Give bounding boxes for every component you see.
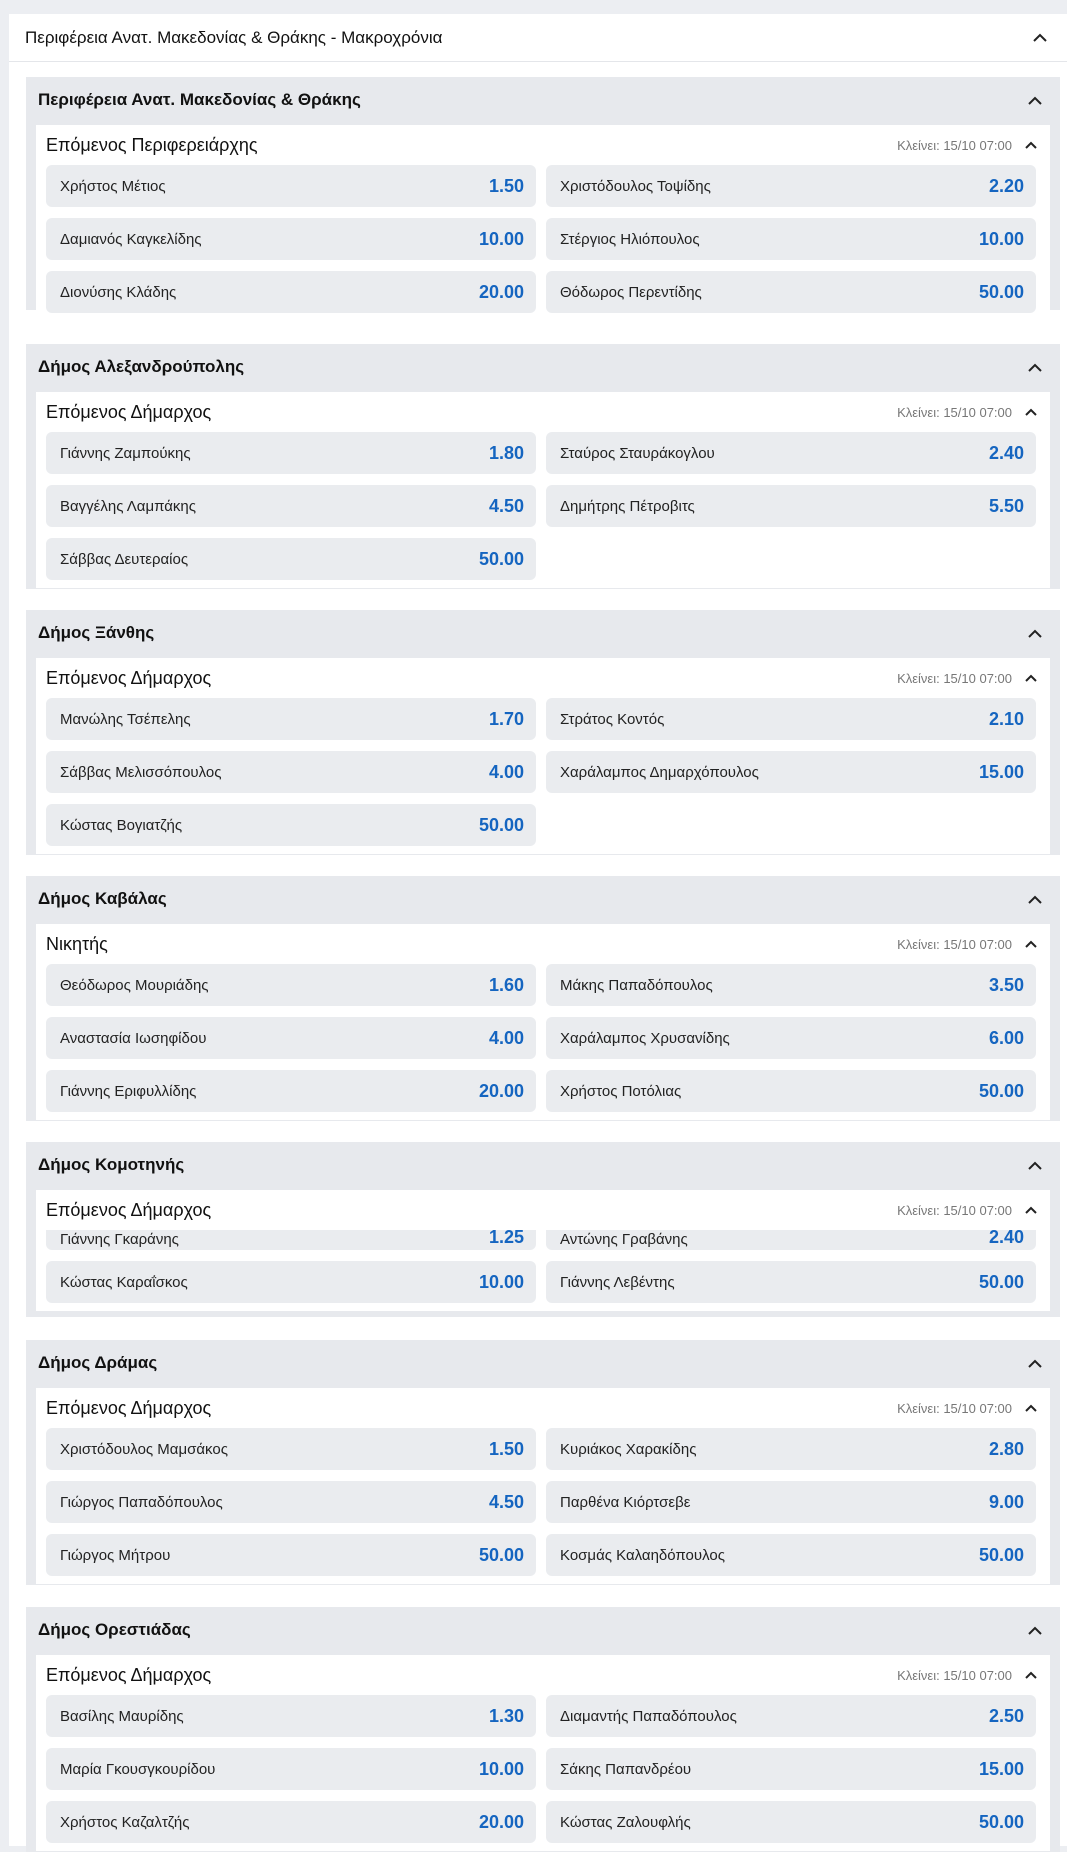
- odds-price: 15.00: [978, 761, 1024, 782]
- chevron-up-icon[interactable]: [1026, 890, 1044, 908]
- odds-grid: [46, 1695, 1040, 1843]
- odds-button[interactable]: [46, 271, 536, 313]
- odds-button[interactable]: [546, 1428, 1036, 1470]
- section-header[interactable]: [26, 610, 1060, 656]
- odds-price: 50.00: [978, 1080, 1024, 1101]
- market-title: Επόμενος Δήμαρχος: [46, 1199, 212, 1220]
- odds-button[interactable]: [546, 218, 1036, 260]
- closes-time: Κλείνει: 15/10 07:00: [897, 1202, 1012, 1218]
- odds-price: 20.00: [478, 281, 524, 302]
- odds-price: 20.00: [478, 1080, 524, 1101]
- selection-name: Γιάννης Γκαράνης: [60, 1231, 179, 1248]
- odds-price: 4.50: [488, 1491, 524, 1512]
- odds-button[interactable]: [46, 1428, 536, 1470]
- market-panel: [36, 658, 1050, 854]
- chevron-up-icon[interactable]: [1026, 1354, 1044, 1372]
- section-title: Δήμος Καβάλας: [38, 889, 167, 908]
- outer-header[interactable]: [9, 14, 1067, 62]
- section-title: Δήμος Κομοτηνής: [38, 1155, 185, 1174]
- odds-button[interactable]: [46, 1227, 536, 1250]
- market-header[interactable]: [46, 924, 1040, 964]
- odds-price: 10.00: [478, 228, 524, 249]
- odds-grid: [46, 165, 1040, 313]
- odds-price: 50.00: [978, 1544, 1024, 1565]
- section-title: Δήμος Ξάνθης: [38, 623, 155, 642]
- odds-price: 1.50: [488, 175, 524, 196]
- chevron-up-icon[interactable]: [1026, 624, 1044, 642]
- selection-name: Γιάννης Ζαμπούκης: [60, 444, 191, 462]
- selection-name: Παρθένα Κιόρτσεβε: [560, 1493, 691, 1511]
- market-header[interactable]: [46, 658, 1040, 698]
- selection-name: Χρήστος Καζαλτζής: [60, 1813, 190, 1831]
- market-panel: [36, 1388, 1050, 1584]
- closes-time: Κλείνει: 15/10 07:00: [897, 1400, 1012, 1416]
- section-title: Δήμος Αλεξανδρούπολης: [38, 357, 245, 376]
- selection-name: Διονύσης Κλάδης: [60, 283, 177, 301]
- selection-name: Στέργιος Ηλιόπουλος: [560, 230, 700, 248]
- odds-button[interactable]: [546, 165, 1036, 207]
- selection-name: Γιώργος Μήτρου: [60, 1546, 171, 1564]
- market-panel: [36, 1655, 1050, 1851]
- selection-name: Κυριάκος Χαρακίδης: [560, 1440, 697, 1458]
- selection-name: Βαγγέλης Λαμπάκης: [60, 497, 196, 515]
- odds-button[interactable]: [546, 432, 1036, 474]
- odds-button[interactable]: [546, 1481, 1036, 1523]
- selection-name: Αναστασία Ιωσηφίδου: [60, 1029, 207, 1047]
- selection-name: Θόδωρος Περεντίδης: [560, 283, 702, 301]
- odds-button[interactable]: [546, 271, 1036, 313]
- chevron-up-icon[interactable]: [1022, 1666, 1040, 1684]
- chevron-up-icon[interactable]: [1026, 91, 1044, 109]
- odds-button[interactable]: [546, 1017, 1036, 1059]
- selection-name: Βασίλης Μαυρίδης: [60, 1707, 184, 1725]
- odds-price: 6.00: [988, 1027, 1024, 1048]
- odds-button[interactable]: [546, 698, 1036, 740]
- odds-button[interactable]: [546, 1070, 1036, 1112]
- selection-name: Σάββας Δευτεραίος: [60, 550, 189, 568]
- selection-name: Γιάννης Λεβέντης: [560, 1273, 675, 1291]
- section: [26, 77, 1060, 310]
- section: [26, 1607, 1060, 1852]
- selection-name: Δαμιανός Καγκελίδης: [60, 230, 202, 248]
- odds-price: 50.00: [978, 1271, 1024, 1292]
- selection-name: Σάββας Μελισσόπουλος: [60, 763, 222, 781]
- odds-button[interactable]: [546, 751, 1036, 793]
- odds-price: 10.00: [478, 1271, 524, 1292]
- odds-grid: [46, 964, 1040, 1112]
- odds-button[interactable]: [46, 1261, 536, 1303]
- selection-name: Μαρία Γκουσγκουρίδου: [60, 1760, 216, 1778]
- odds-button[interactable]: [46, 1017, 536, 1059]
- chevron-up-icon[interactable]: [1026, 1621, 1044, 1639]
- odds-button[interactable]: [546, 1534, 1036, 1576]
- odds-price: 50.00: [478, 1544, 524, 1565]
- market-meta: [897, 669, 1040, 687]
- chevron-up-icon[interactable]: [1022, 136, 1040, 154]
- selection-name: Κώστας Βογιατζής: [60, 816, 183, 834]
- section: [26, 1340, 1060, 1585]
- odds-price: 4.50: [488, 495, 524, 516]
- selection-name: Μανώλης Τσέπελης: [60, 710, 191, 728]
- odds-button[interactable]: [46, 485, 536, 527]
- section-header[interactable]: [26, 77, 1060, 123]
- selection-name: Στράτος Κοντός: [560, 710, 665, 728]
- section-title: Περιφέρεια Ανατ. Μακεδονίας & Θράκης: [38, 90, 361, 109]
- odds-button[interactable]: [46, 804, 536, 846]
- odds-grid: [46, 432, 1040, 580]
- market-panel: [36, 924, 1050, 1120]
- market-panel: [36, 392, 1050, 588]
- odds-price: 15.00: [978, 1758, 1024, 1779]
- odds-button[interactable]: [546, 964, 1036, 1006]
- section: [26, 876, 1060, 1121]
- chevron-up-icon[interactable]: [1022, 935, 1040, 953]
- outer-title: Περιφέρεια Ανατ. Μακεδονίας & Θράκης - Μακροχρόνια: [25, 27, 443, 47]
- odds-price: 1.60: [488, 974, 524, 995]
- selection-name: Κώστας Καραΐσκος: [60, 1273, 188, 1291]
- selection-name: Χριστόδουλος Τοψίδης: [560, 177, 711, 195]
- section-header[interactable]: [26, 1142, 1060, 1188]
- market-meta: [897, 1399, 1040, 1417]
- odds-price: 1.70: [488, 708, 524, 729]
- odds-button[interactable]: [546, 1801, 1036, 1843]
- market-title: Επόμενος Δήμαρχος: [46, 667, 212, 688]
- odds-price: 10.00: [478, 1758, 524, 1779]
- section-header[interactable]: [26, 876, 1060, 922]
- odds-price: 1.80: [488, 442, 524, 463]
- selection-name: Σταύρος Σταυράκογλου: [560, 444, 715, 462]
- market-header[interactable]: [46, 1388, 1040, 1428]
- odds-price: 50.00: [478, 548, 524, 569]
- odds-button[interactable]: [46, 1070, 536, 1112]
- section: [26, 344, 1060, 589]
- market-panel: [36, 125, 1050, 321]
- odds-price: 1.30: [488, 1705, 524, 1726]
- odds-price: 2.40: [988, 1227, 1024, 1247]
- odds-grid: [46, 1227, 1040, 1303]
- market-title: Επόμενος Δήμαρχος: [46, 401, 212, 422]
- odds-button[interactable]: [546, 1748, 1036, 1790]
- selection-name: Χαράλαμπος Δημαρχόπουλος: [560, 763, 759, 781]
- section-header[interactable]: [26, 1607, 1060, 1653]
- odds-button[interactable]: [546, 1261, 1036, 1303]
- odds-price: 1.50: [488, 1438, 524, 1459]
- odds-button[interactable]: [46, 1748, 536, 1790]
- market-meta: [897, 403, 1040, 421]
- market-header[interactable]: [46, 1655, 1040, 1695]
- section-title: Δήμος Δράμας: [38, 1353, 158, 1372]
- odds-button[interactable]: [546, 485, 1036, 527]
- market-meta: [897, 1201, 1040, 1219]
- odds-button[interactable]: [46, 165, 536, 207]
- odds-button[interactable]: [46, 218, 536, 260]
- odds-button[interactable]: [46, 698, 536, 740]
- selection-name: Χριστόδουλος Μαμσάκος: [60, 1440, 228, 1458]
- odds-price: 1.25: [488, 1227, 524, 1247]
- odds-price: 9.00: [988, 1491, 1024, 1512]
- market-panel: [36, 1190, 1050, 1311]
- market-title: Νικητής: [46, 933, 108, 954]
- selection-name: Θεόδωρος Μουριάδης: [60, 976, 209, 994]
- market-header[interactable]: [46, 392, 1040, 432]
- market-header[interactable]: [46, 1190, 1040, 1230]
- odds-button[interactable]: [46, 1695, 536, 1737]
- odds-button[interactable]: [46, 1801, 536, 1843]
- selection-name: Κοσμάς Καλαηδόπουλος: [560, 1546, 725, 1564]
- selection-name: Χαράλαμπος Χρυσανίδης: [560, 1029, 730, 1047]
- odds-price: 4.00: [488, 1027, 524, 1048]
- odds-price: 20.00: [478, 1811, 524, 1832]
- chevron-up-icon[interactable]: [1022, 403, 1040, 421]
- chevron-up-icon[interactable]: [1022, 1399, 1040, 1417]
- chevron-up-icon[interactable]: [1022, 669, 1040, 687]
- section: [26, 1142, 1060, 1317]
- section-header[interactable]: [26, 344, 1060, 390]
- odds-button[interactable]: [546, 1227, 1036, 1250]
- selection-name: Χρήστος Ποτόλιας: [560, 1082, 682, 1100]
- section-header[interactable]: [26, 1340, 1060, 1386]
- odds-price: 2.50: [988, 1705, 1024, 1726]
- odds-price: 50.00: [978, 281, 1024, 302]
- selection-name: Γιώργος Παπαδόπουλος: [60, 1493, 223, 1511]
- closes-time: Κλείνει: 15/10 07:00: [897, 1667, 1012, 1683]
- selection-name: Μάκης Παπαδόπουλος: [560, 976, 713, 994]
- selection-name: Δημήτρης Πέτροβιτς: [560, 497, 695, 515]
- closes-time: Κλείνει: 15/10 07:00: [897, 137, 1012, 153]
- market-title: Επόμενος Περιφερειάρχης: [46, 134, 258, 155]
- odds-grid: [46, 1428, 1040, 1576]
- odds-button[interactable]: [46, 1481, 536, 1523]
- selection-name: Διαμαντής Παπαδόπουλος: [560, 1707, 737, 1725]
- market-meta: [897, 136, 1040, 154]
- odds-price: 3.50: [988, 974, 1024, 995]
- closes-time: Κλείνει: 15/10 07:00: [897, 670, 1012, 686]
- odds-price: 2.20: [988, 175, 1024, 196]
- selection-name: Σάκης Παπανδρέου: [560, 1760, 692, 1778]
- market-meta: [897, 1666, 1040, 1684]
- chevron-up-icon[interactable]: [1026, 1156, 1044, 1174]
- chevron-up-icon[interactable]: [1022, 1201, 1040, 1219]
- odds-price: 4.00: [488, 761, 524, 782]
- market-title: Επόμενος Δήμαρχος: [46, 1397, 212, 1418]
- odds-button[interactable]: [46, 751, 536, 793]
- market-header[interactable]: [46, 125, 1040, 165]
- odds-button[interactable]: [46, 432, 536, 474]
- selection-name: Αντώνης Γραβάνης: [560, 1231, 688, 1248]
- odds-price: 2.80: [988, 1438, 1024, 1459]
- odds-price: 10.00: [978, 228, 1024, 249]
- odds-price: 50.00: [478, 814, 524, 835]
- odds-button[interactable]: [46, 1534, 536, 1576]
- market-title: Επόμενος Δήμαρχος: [46, 1664, 212, 1685]
- closes-time: Κλείνει: 15/10 07:00: [897, 404, 1012, 420]
- odds-button[interactable]: [546, 1695, 1036, 1737]
- odds-button[interactable]: [46, 964, 536, 1006]
- selection-name: Χρήστος Μέτιος: [60, 177, 166, 195]
- selection-name: Γιάννης Εριφυλλίδης: [60, 1082, 197, 1100]
- selection-name: Κώστας Ζαλουφλής: [560, 1813, 691, 1831]
- odds-button[interactable]: [46, 538, 536, 580]
- section-title: Δήμος Ορεστιάδας: [38, 1620, 191, 1639]
- market-meta: [897, 935, 1040, 953]
- chevron-up-icon[interactable]: [1026, 358, 1044, 376]
- chevron-up-icon[interactable]: [1031, 29, 1049, 47]
- odds-price: 2.10: [988, 708, 1024, 729]
- section: [26, 610, 1060, 855]
- odds-price: 5.50: [988, 495, 1024, 516]
- odds-price: 2.40: [988, 442, 1024, 463]
- odds-price: 50.00: [978, 1811, 1024, 1832]
- closes-time: Κλείνει: 15/10 07:00: [897, 936, 1012, 952]
- odds-grid: [46, 698, 1040, 846]
